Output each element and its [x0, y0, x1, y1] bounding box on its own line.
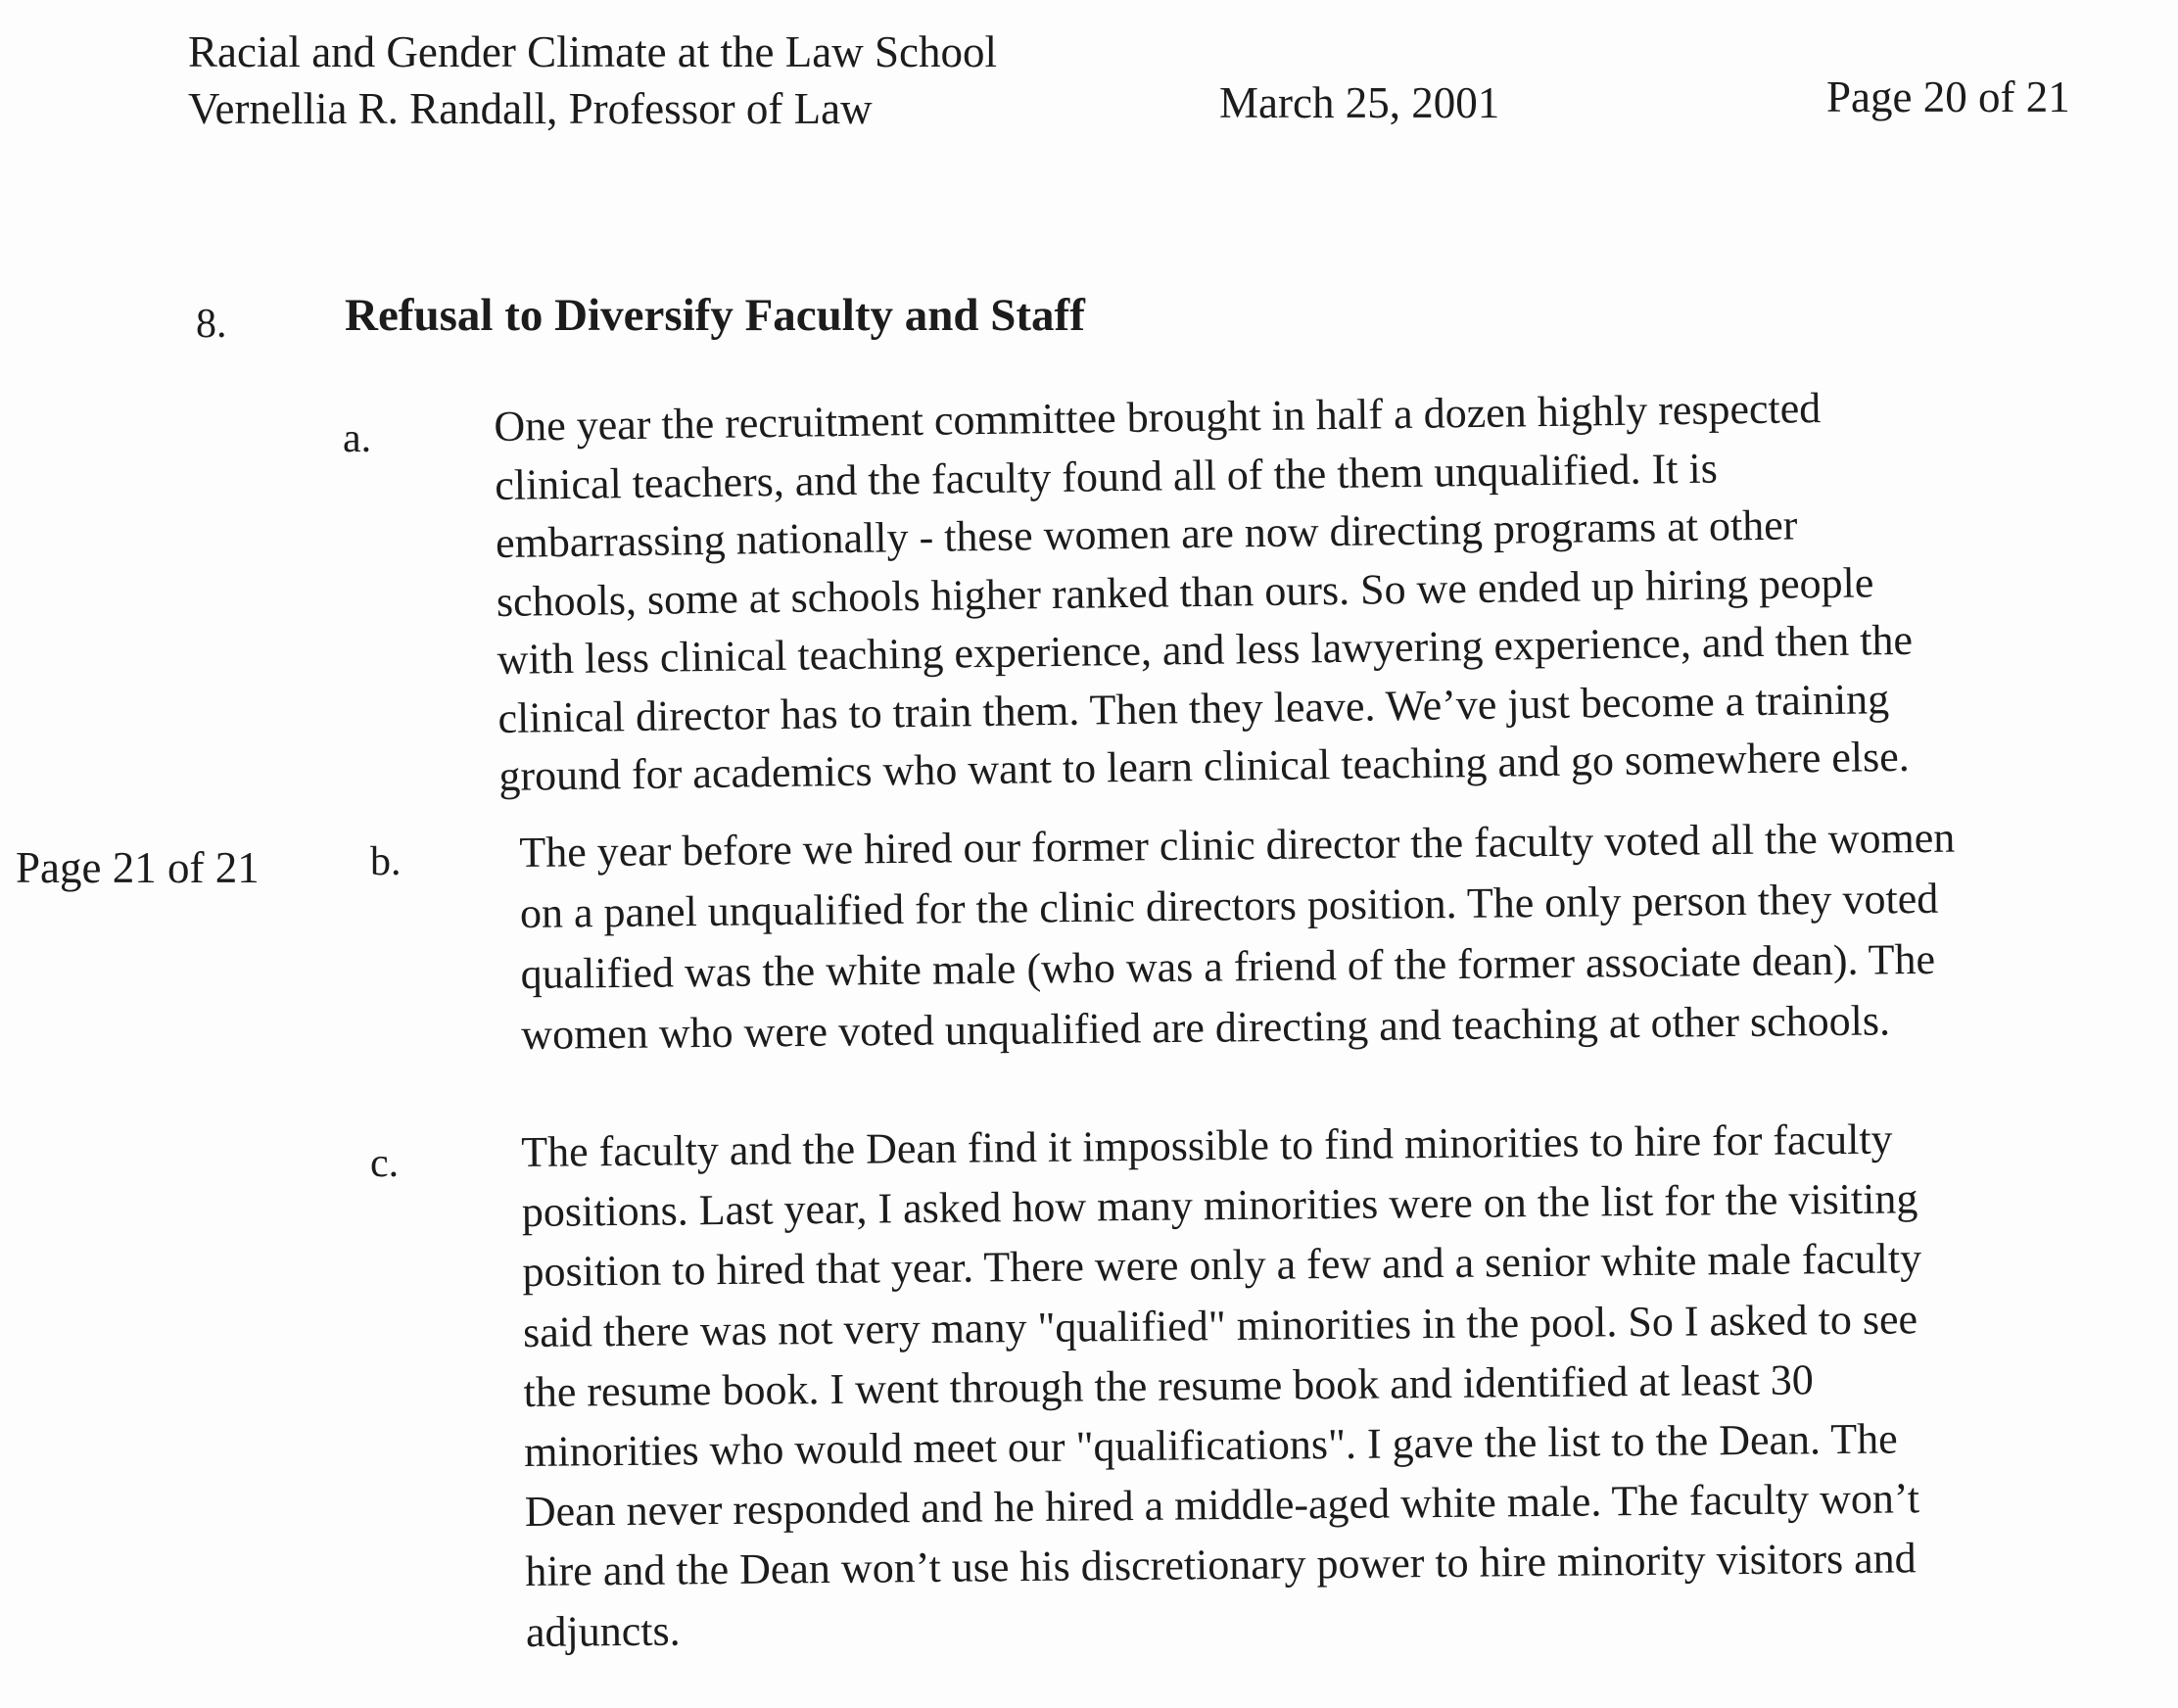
side-page-number: Page 21 of 21 [16, 843, 260, 892]
section-number: 8. [196, 302, 227, 347]
paragraph-line: minorities who would meet our "qualifications". I gave the list to the Dean. The [523, 1414, 1898, 1476]
header-title: Racial and Gender Climate at the Law School [188, 27, 997, 76]
item-paragraph-c [521, 1109, 1925, 1662]
header-author: Vernellia R. Randall, Professor of Law [188, 84, 873, 133]
paragraph-line: women who were voted unqualified are directing and teaching at other schools. [521, 996, 1891, 1059]
header-page-number: Page 20 of 21 [1826, 72, 2070, 121]
item-marker-c: c. [370, 1141, 400, 1186]
paragraph-line: schools, some at schools higher ranked than ours. So we ended up hiring people [496, 557, 1874, 626]
item-marker-a: a. [343, 416, 372, 461]
paragraph-line: embarrassing nationally - these women are now directing programs at other [495, 500, 1798, 567]
paragraph-line: ground for academics who want to learn clinical teaching and go somewhere else. [498, 732, 1911, 800]
paragraph-line: position to hired that year. There were only a few and a senior white male faculty [522, 1234, 1922, 1297]
paragraph-line: qualified was the white male (who was a friend of the former associate dean). The [520, 934, 1936, 998]
paragraph-line: on a panel unqualified for the clinic directors position. The only person they voted [519, 874, 1939, 937]
item-paragraph-a [494, 378, 1915, 806]
paragraph-line: the resume book. I went through the resume book and identified at least 30 [523, 1355, 1815, 1416]
paragraph-line: The year before we hired our former clinic director the faculty voted all the women [519, 813, 1956, 877]
paragraph-line: positions. Last year, I asked how many minorities were on the list for the visiting [521, 1174, 1918, 1237]
paragraph-line: Dean never responded and he hired a middle-aged white male. The faculty won’t [524, 1474, 1920, 1537]
paragraph-line: The faculty and the Dean find it impossible to find minorities to hire for faculty [521, 1115, 1893, 1176]
paragraph-line: One year the recruitment committee brought in half a dozen highly respected [494, 384, 1822, 451]
item-paragraph-b [519, 808, 1958, 1066]
header-date: March 25, 2001 [1219, 78, 1500, 127]
paragraph-line: with less clinical teaching experience, and less lawyering experience, and then the [497, 615, 1914, 684]
paragraph-line: adjuncts. [525, 1606, 681, 1656]
paragraph-line: hire and the Dean won’t use his discretionary power to hire minority visitors and [525, 1534, 1917, 1596]
item-marker-b: b. [370, 839, 402, 884]
paragraph-line: clinical director has to train them. Then they leave. We’ve just become a training [497, 674, 1890, 742]
paragraph-line: clinical teachers, and the faculty found all of the them unqualified. It is [494, 444, 1719, 509]
section-title: Refusal to Diversify Faculty and Staff [345, 290, 1085, 341]
paragraph-line: said there was not very many "qualified" minorities in the pool. So I asked to see [522, 1294, 1918, 1356]
